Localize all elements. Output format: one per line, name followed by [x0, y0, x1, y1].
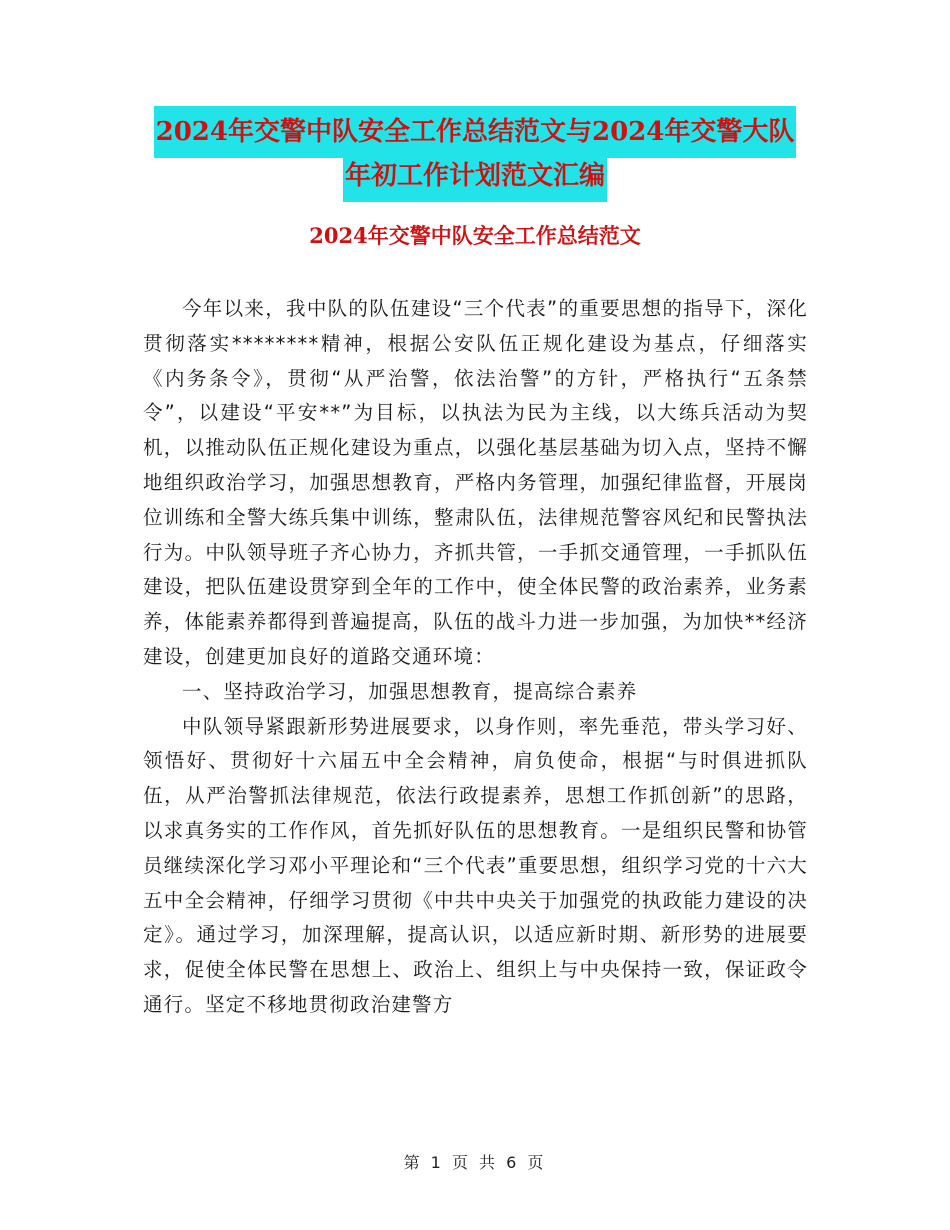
- paragraph-intro: 今年以来，我中队的队伍建设“三个代表”的重要思想的指导下，深化贯彻落实********精神，根据公安队伍正规化建设为基点，仔细落实《内务条令》，贯彻“从严治警，依法治警”的方针，严格执行“五条禁令”，以建设“平安**”为目标，以执法为民为主线，以大练兵活动为契机，以推动队伍正规化建设为重点，以强化基层基础为切入点，坚持不懈地组织政治学习，加强思想教育，严格内务管理，加强纪律监督，开展岗位训练和全警大练兵集中训练，整肃队伍，法律规范警容风纪和民警执法行为。中队领导班子齐心协力，齐抓共管，一手抓交通管理，一手抓队伍建设，把队伍建设贯穿到全年的工作中，使全体民警的政治素养，业务素养，体能素养都得到普遍提高，队伍的战斗力进一步加强，为加快**经济建设，创建更加良好的道路交通环境：: [143, 297, 808, 668]
- title-line1: 2024年交警中队安全工作总结范文与2024年交警大队: [154, 106, 797, 158]
- body-text: [143, 292, 808, 1023]
- section-title: 2024年交警中队安全工作总结范文: [309, 223, 641, 248]
- title-line2-wrap: [0, 150, 950, 202]
- page-footer: 第 1 页 共 6 页: [403, 1153, 547, 1172]
- heading-section-1: 一、坚持政治学习，加强思想教育，提高综合素养: [182, 679, 638, 703]
- title-line2: 年初工作计划范文汇编: [343, 150, 607, 202]
- paragraph-section-1: 中队领导紧跟新形势进展要求，以身作则，率先垂范，带头学习好、领悟好、贯彻好十六届五中全会精神，肩负使命，根据“与时俱进抓队伍，从严治警抓法律规范，依法行政提素养，思想工作抓创新”的思路，以求真务实的工作作风，首先抓好队伍的思想教育。一是组织民警和协管员继续深化学习邓小平理论和“三个代表”重要思想，组织学习党的十六大五中全会精神，仔细学习贯彻《中共中央关于加强党的执政能力建设的决定》。通过学习，加深理解，提高认识，以适应新时期、新形势的进展要求，促使全体民警在思想上、政治上、组织上与中央保持一致，保证政令通行。坚定不移地贯彻政治建警方: [143, 714, 808, 1016]
